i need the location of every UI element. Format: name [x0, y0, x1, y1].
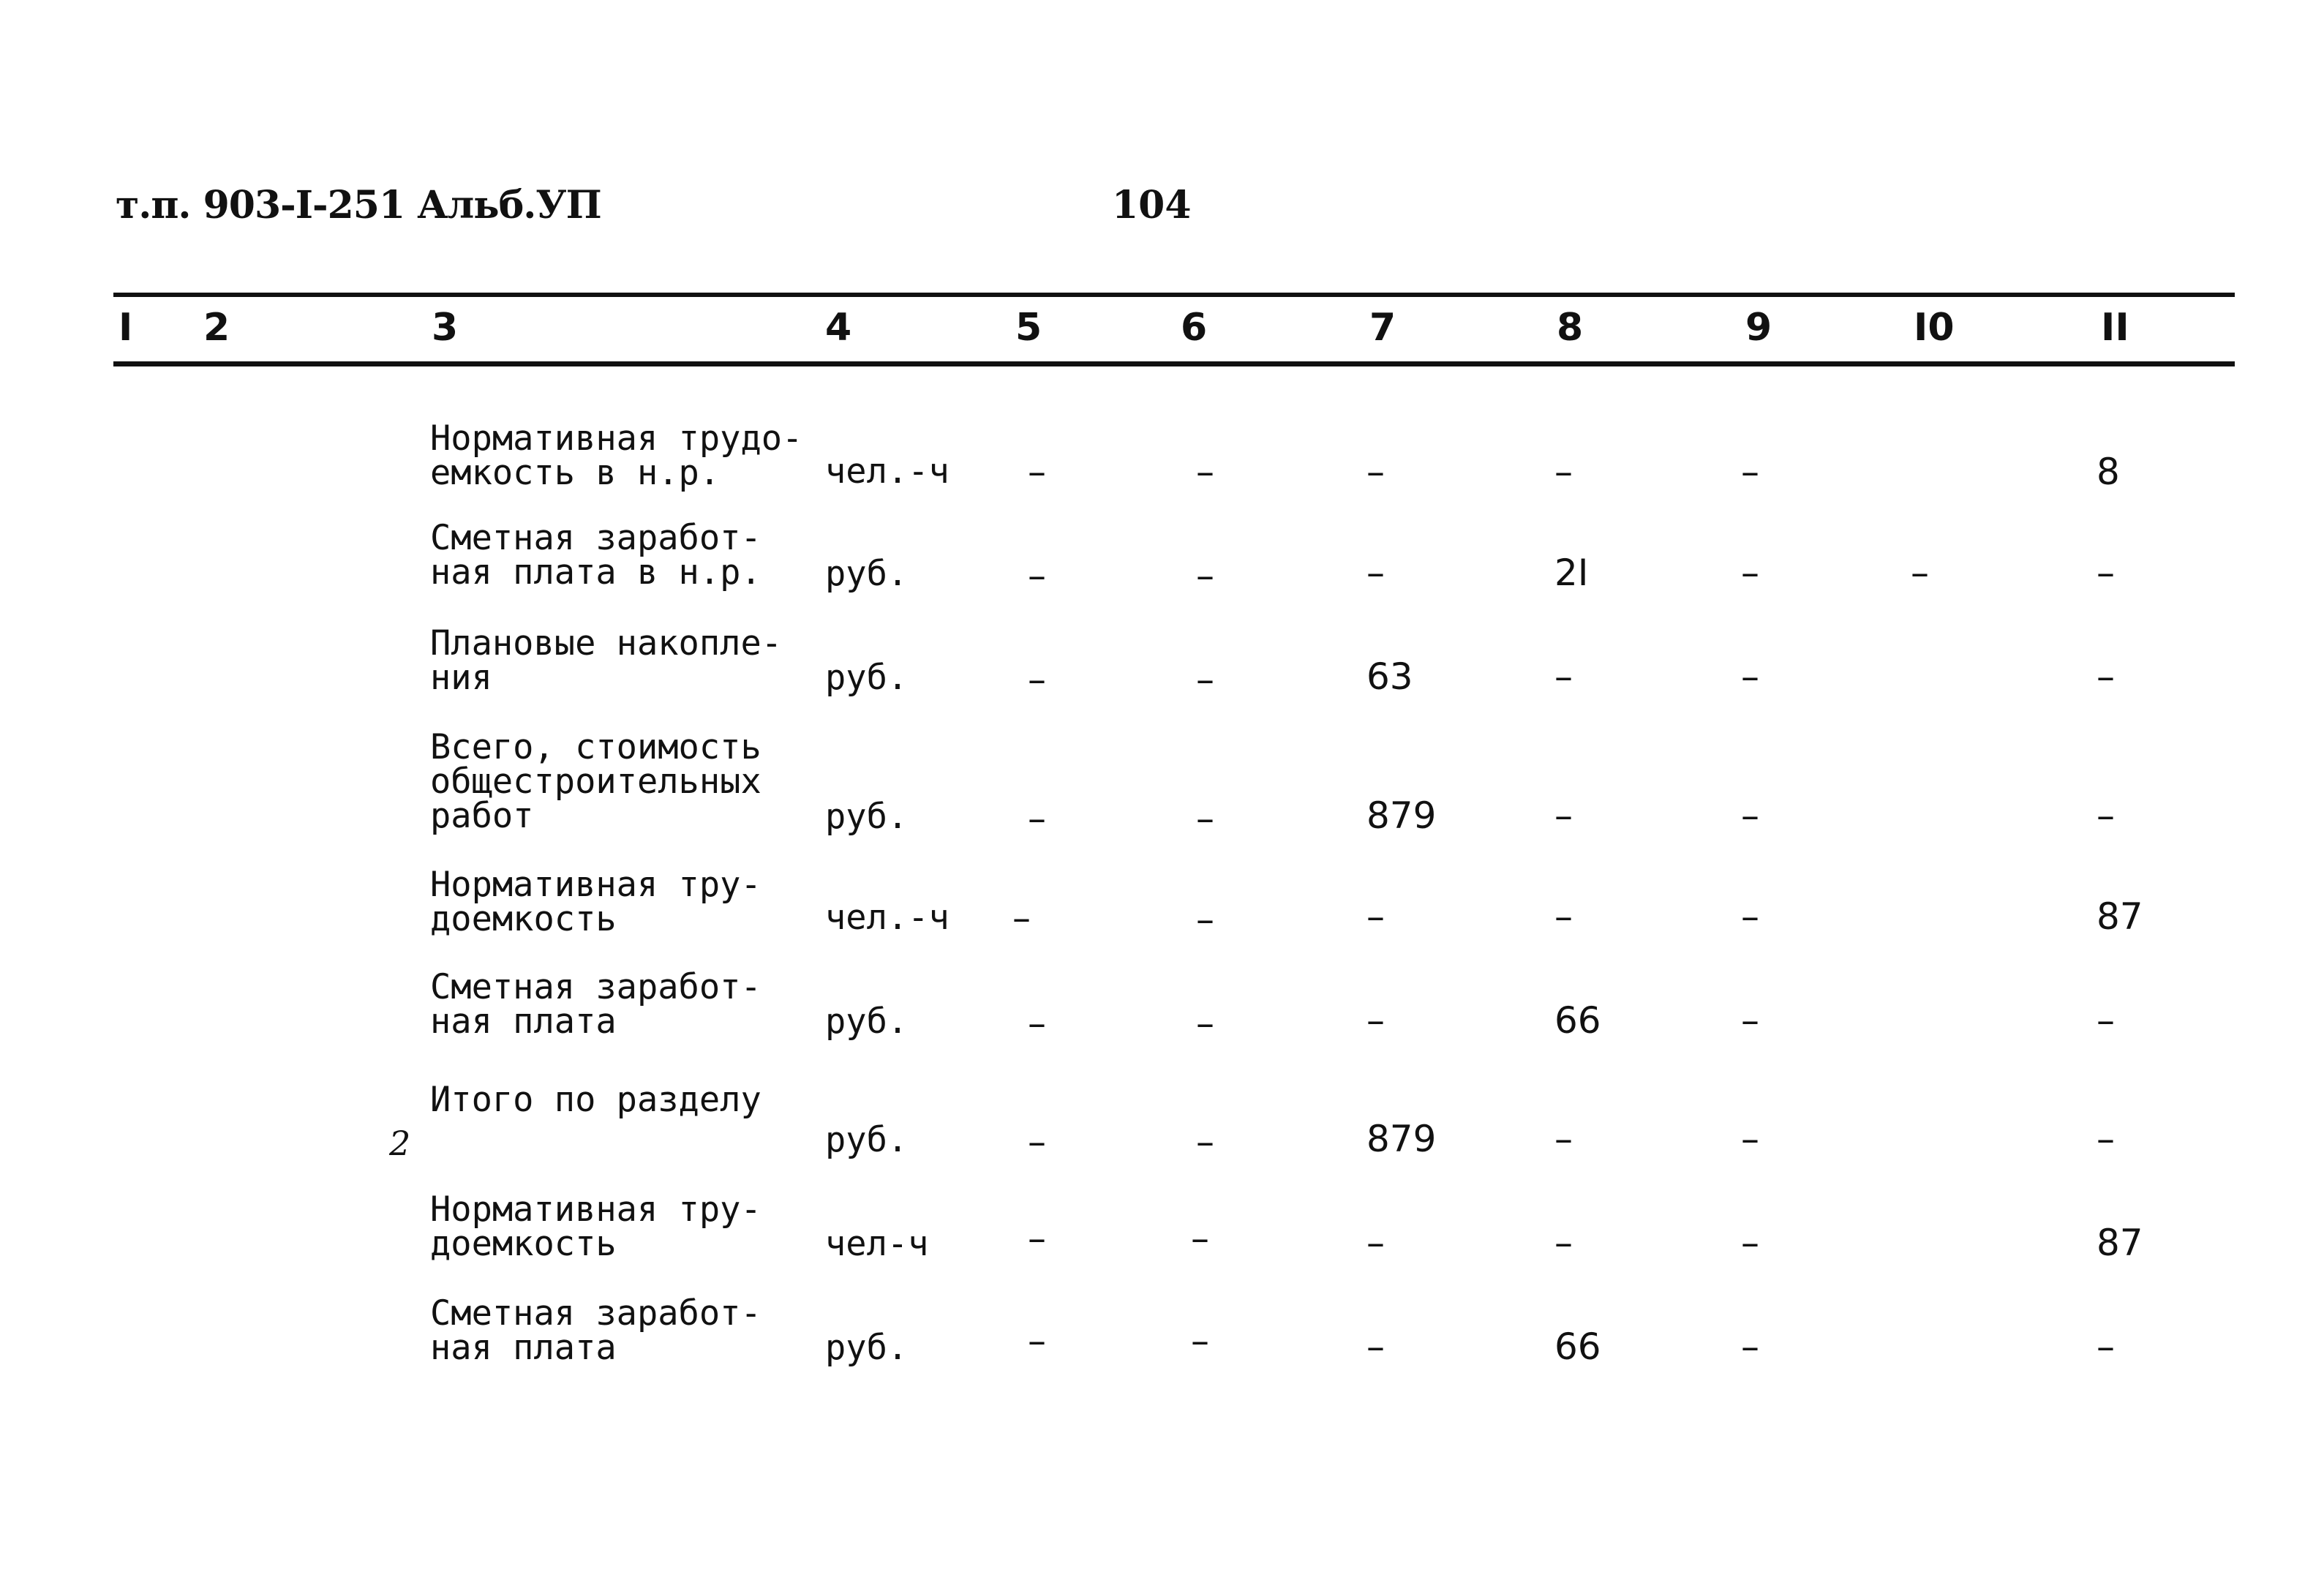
cell-col7: –	[1366, 1325, 1385, 1368]
cell-col6: –	[1196, 658, 1214, 701]
cell-col5: –	[1028, 554, 1046, 597]
cell-col11: 8	[2097, 451, 2120, 493]
cell-col9: –	[1741, 895, 1759, 938]
row-label: Сметная заработ- ная плата в н.р.	[430, 518, 761, 593]
cell-col6: –	[1196, 1121, 1214, 1163]
unit-cell: руб.	[825, 1328, 909, 1368]
cell-col7: –	[1366, 895, 1385, 938]
cell-col11: –	[2097, 794, 2115, 837]
cell-col7: 879	[1366, 1118, 1437, 1160]
cell-col8: –	[1554, 1222, 1573, 1264]
cell-col5: –	[1028, 1121, 1046, 1163]
unit-cell: руб.	[825, 554, 909, 594]
cell-col7: 63	[1366, 655, 1413, 698]
cell-col8: –	[1554, 794, 1573, 837]
cell-col6: –	[1196, 898, 1214, 941]
cell-col5: –	[1028, 1002, 1046, 1045]
table-header-rule	[113, 361, 2235, 366]
cell-col9: –	[1741, 655, 1759, 698]
row-label: Сметная заработ- ная плата	[430, 967, 761, 1042]
cell-col11: –	[2097, 1118, 2115, 1160]
unit-cell: руб.	[825, 797, 909, 837]
cell-col9: –	[1741, 999, 1759, 1042]
row-label: Нормативная тру- доемкость	[430, 1189, 761, 1264]
row-label: Нормативная тру- доемкость	[430, 865, 761, 939]
cell-col11: –	[2097, 552, 2115, 594]
section-number: 2	[389, 1124, 411, 1163]
row-label: Сметная заработ- ная плата	[430, 1293, 761, 1368]
cell-col8: 66	[1554, 999, 1601, 1042]
column-number-8: 8	[1557, 306, 1584, 350]
column-number-6: 6	[1181, 306, 1208, 350]
row-label: Всего, стоимость общестроительных работ	[430, 727, 761, 836]
cell-col9: –	[1741, 552, 1759, 594]
cell-col6: –	[1191, 1217, 1209, 1260]
cell-col11: 87	[2097, 1222, 2143, 1264]
column-number-11: II	[2101, 306, 2129, 350]
unit-cell: чел.-ч	[825, 898, 949, 938]
cell-col7: –	[1366, 999, 1385, 1042]
document-reference: т.п. 903-I-251 Альб.УП	[116, 183, 601, 227]
cell-col6: –	[1196, 1002, 1214, 1045]
unit-cell: чел-ч	[825, 1224, 929, 1264]
cell-col6: –	[1196, 451, 1214, 493]
cell-col10: –	[1911, 552, 1929, 594]
cell-col9: –	[1741, 1222, 1759, 1264]
row-label: Нормативная трудо- емкость в н.р.	[430, 418, 803, 493]
cell-col11: –	[2097, 655, 2115, 698]
cell-col8: 66	[1554, 1325, 1601, 1368]
cell-col5: –	[1028, 658, 1046, 701]
cell-col6: –	[1191, 1320, 1209, 1362]
column-number-1: I	[119, 306, 133, 350]
cell-col5: –	[1028, 1320, 1046, 1362]
cell-col9: –	[1741, 1325, 1759, 1368]
cell-col5: –	[1028, 451, 1046, 493]
unit-cell: руб.	[825, 1120, 909, 1160]
row-label: Плановые накопле- ния	[430, 623, 783, 698]
cell-col7: –	[1366, 552, 1385, 594]
cell-col8: 2I	[1554, 552, 1589, 594]
cell-col9: –	[1741, 794, 1759, 837]
column-number-9: 9	[1745, 306, 1772, 350]
unit-cell: руб.	[825, 658, 909, 698]
cell-col8: –	[1554, 895, 1573, 938]
cell-col8: –	[1554, 655, 1573, 698]
unit-cell: чел.-ч	[825, 451, 949, 492]
column-number-10: I0	[1914, 306, 1955, 350]
row-label: Итого по разделу	[430, 1080, 761, 1120]
table-top-rule	[113, 293, 2235, 297]
cell-col5: –	[1028, 1217, 1046, 1260]
page-number: 104	[1112, 183, 1192, 227]
cell-col5: –	[1012, 897, 1031, 939]
cell-col5: –	[1028, 797, 1046, 840]
unit-cell: руб.	[825, 1001, 909, 1042]
cell-col7: 879	[1366, 794, 1437, 837]
cell-col11: –	[2097, 999, 2115, 1042]
cell-col7: –	[1366, 451, 1385, 493]
cell-col11: –	[2097, 1325, 2115, 1368]
cell-col9: –	[1741, 451, 1759, 493]
cell-col7: –	[1366, 1222, 1385, 1264]
cell-col8: –	[1554, 451, 1573, 493]
column-number-2: 2	[203, 306, 230, 350]
cell-col8: –	[1554, 1118, 1573, 1160]
column-number-3: 3	[432, 306, 459, 350]
cell-col9: –	[1741, 1118, 1759, 1160]
column-number-4: 4	[825, 306, 852, 350]
cell-col11: 87	[2097, 895, 2143, 938]
cell-col6: –	[1196, 797, 1214, 840]
column-number-5: 5	[1015, 306, 1042, 350]
column-number-7: 7	[1369, 306, 1396, 350]
cell-col6: –	[1196, 554, 1214, 597]
